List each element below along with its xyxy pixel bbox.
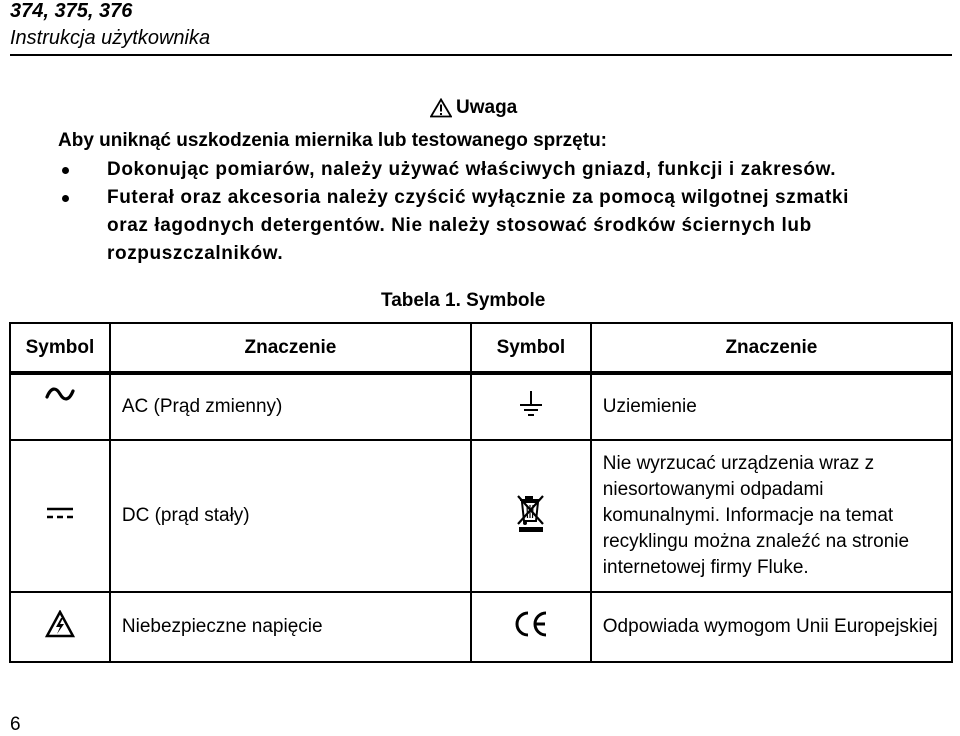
table-header-row — [10, 323, 952, 373]
warning-triangle-icon — [430, 98, 452, 118]
table-cell: DC (prąd stały) — [110, 440, 471, 592]
warning-heading — [430, 96, 517, 120]
table-row — [10, 440, 952, 592]
bullet-icon — [62, 167, 69, 174]
table-cell: Odpowiada wymogom Unii Europejskiej — [591, 592, 952, 662]
column-header: Symbol — [10, 323, 110, 373]
weee-bin-icon — [515, 493, 547, 533]
ac-wave-icon — [45, 385, 75, 403]
column-header: Znaczenie — [110, 323, 471, 373]
table-cell: AC (Prąd zmienny) — [110, 373, 471, 440]
list-item: Futerał oraz akcesoria należy czyścić wyłącznie za pomocą wilgotnej szmatki oraz łagodnych detergentów. Nie należy stosować środków ściernych lub rozpuszczalników. — [58, 184, 858, 268]
table-cell: Nie wyrzucać urządzenia wraz z niesortowanymi odpadami komunalnymi. Informacje na temat recyklingu można znaleźć na stronie internetowej firmy Fluke. — [591, 440, 952, 592]
ground-icon — [516, 389, 546, 419]
warning-list — [58, 156, 858, 268]
table-caption: Tabela 1. Symbole — [381, 290, 546, 311]
table-cell: Niebezpieczne napięcie — [110, 592, 471, 662]
column-header: Symbol — [471, 323, 591, 373]
column-header: Znaczenie — [591, 323, 952, 373]
ce-mark-icon — [511, 609, 551, 639]
page-number: 6 — [10, 714, 21, 735]
warning-intro: Aby uniknąć uszkodzenia miernika lub testowanego sprzętu: — [58, 130, 607, 151]
table-row — [10, 373, 952, 440]
warning-heading-label: Uwaga — [456, 97, 518, 118]
bullet-icon — [62, 195, 69, 202]
header-models: 374, 375, 376 — [10, 0, 133, 22]
table-row — [10, 592, 952, 662]
list-item: Dokonując pomiarów, należy używać właściwych gniazd, funkcji i zakresów. — [58, 156, 858, 184]
header-title: Instrukcja użytkownika — [10, 27, 211, 49]
symbols-table — [9, 322, 953, 663]
dc-icon — [46, 505, 74, 521]
table-cell: Uziemienie — [591, 373, 952, 440]
high-voltage-icon — [45, 610, 75, 638]
header-rule — [10, 54, 952, 56]
